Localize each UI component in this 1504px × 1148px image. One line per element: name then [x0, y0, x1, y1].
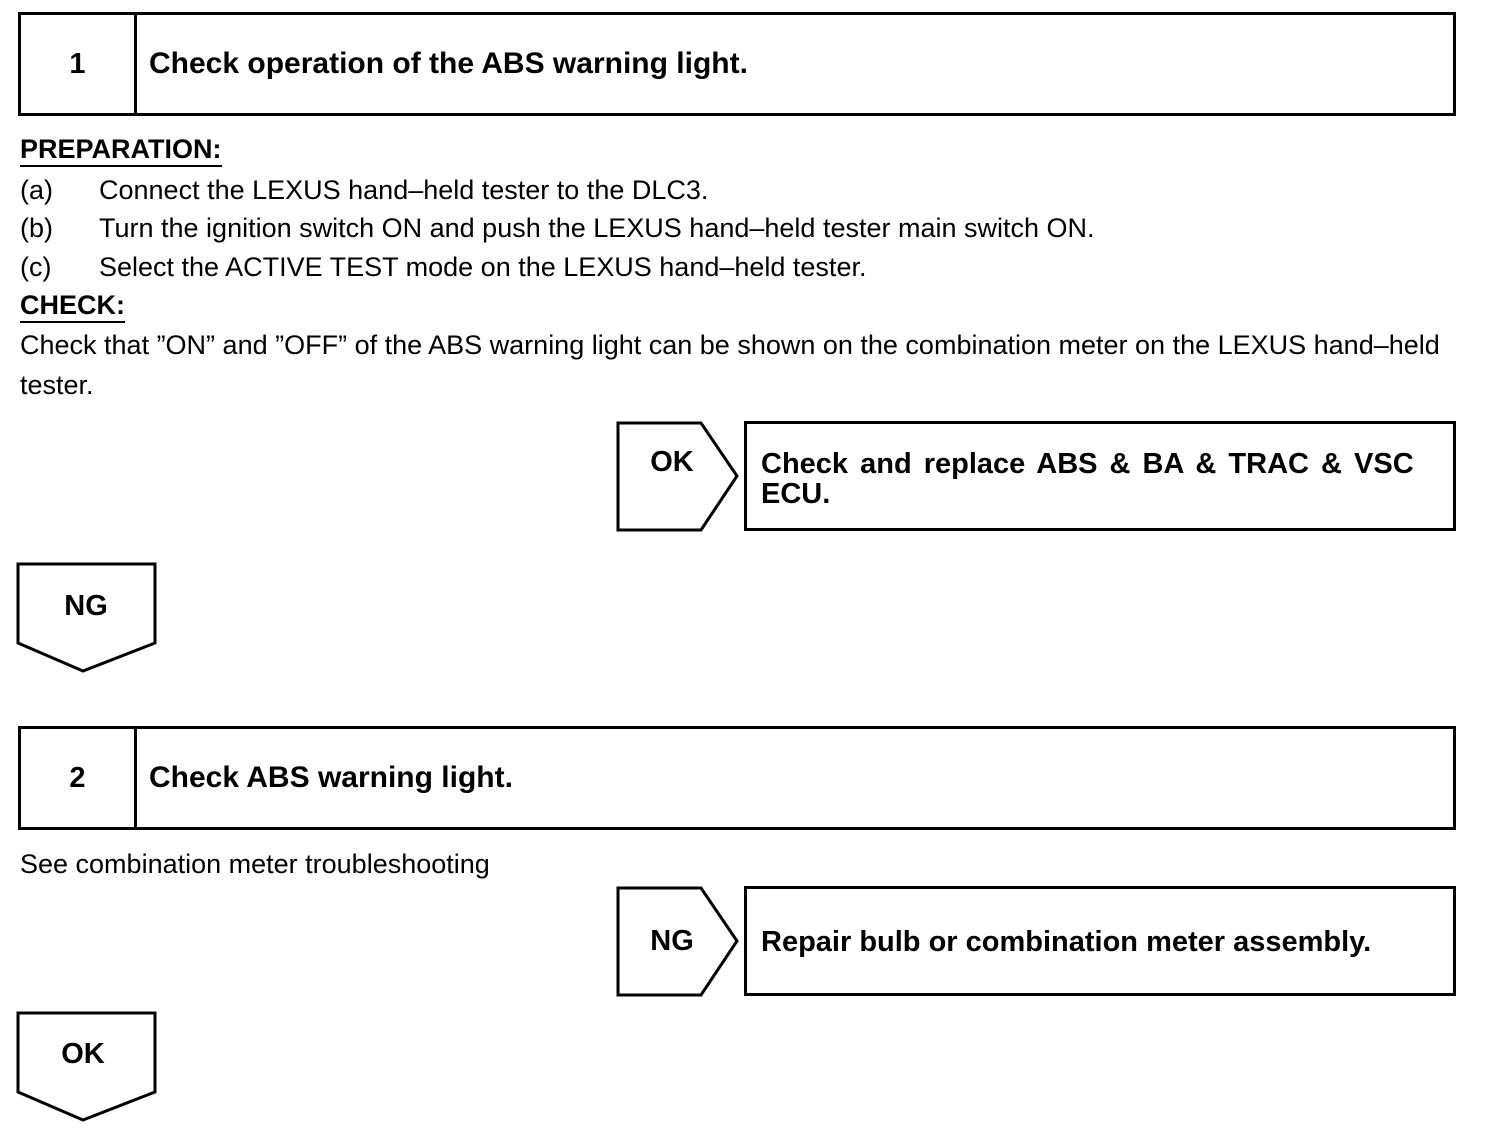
step-1-ng-label: NG: [64, 589, 108, 622]
step-2-number: 2: [21, 729, 137, 827]
step-1-box: [18, 12, 1456, 116]
step-2-box: [18, 726, 1456, 830]
step-1-number: 1: [21, 15, 137, 113]
step-1-ok-action-text: Check and replace ABS & BA & TRAC & VSC ECU.: [761, 448, 1414, 510]
preparation-heading: PREPARATION:: [20, 134, 222, 167]
preparation-item-text: Connect the LEXUS hand–held tester to the DLC3.: [99, 175, 709, 205]
step-1-ok-action-box: [744, 421, 1456, 531]
step-1-title: Check operation of the ABS warning light.: [149, 47, 748, 80]
check-text: Check that ”ON” and ”OFF” of the ABS warning light can be shown on the combination meter on the LEXUS hand–held tester.: [20, 330, 1440, 400]
preparation-item-label: (c): [20, 252, 52, 282]
check-heading: CHECK:: [20, 290, 125, 323]
preparation-item-a: [20, 174, 708, 206]
step-2-ng-action-box: [744, 886, 1456, 996]
step-2-title: Check ABS warning light.: [149, 761, 513, 794]
step-2-ng-action-text: Repair bulb or combination meter assembly.: [761, 926, 1372, 958]
step-2-ok-label: OK: [61, 1037, 105, 1070]
preparation-item-label: (a): [20, 175, 53, 205]
preparation-item-text: Turn the ignition switch ON and push the LEXUS hand–held tester main switch ON.: [99, 213, 1095, 243]
preparation-item-label: (b): [20, 213, 53, 243]
step-2-ng-label: NG: [650, 924, 694, 957]
preparation-item-b: [20, 212, 1095, 244]
step-2-note: See combination meter troubleshooting: [20, 849, 490, 879]
preparation-item-c: [20, 251, 866, 283]
preparation-item-text: Select the ACTIVE TEST mode on the LEXUS hand–held tester.: [99, 252, 867, 282]
step-1-ok-label: OK: [650, 445, 694, 478]
